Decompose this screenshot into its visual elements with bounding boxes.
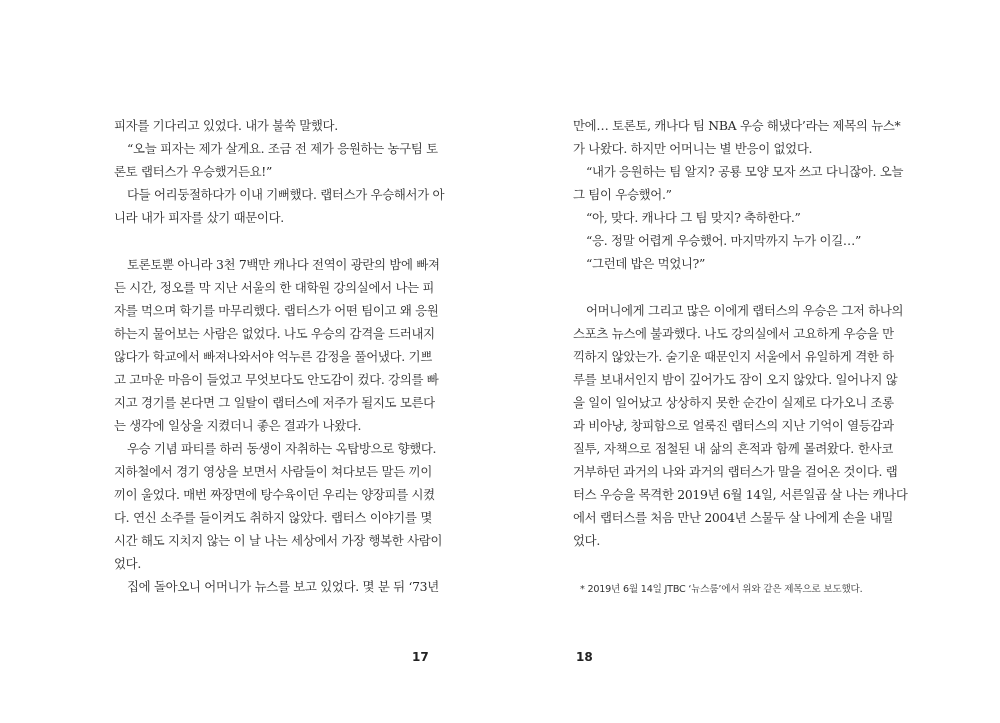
text-line: 하는지 물어보는 사람은 없었다. 나도 우승의 감격을 드러내지 xyxy=(114,326,435,341)
text-line: 고 고마운 마음이 들었고 무엇보다도 안도감이 컸다. 강의를 빠 xyxy=(114,372,439,387)
text-line: 않다가 학교에서 빠져나와서야 억누른 감정을 풀어냈다. 기쁘 xyxy=(114,349,432,364)
paragraph-gap xyxy=(573,275,893,299)
footnote: * 2019년 6월 14일 JTBC ‘뉴스룸’에서 위와 같은 제목으로 보도했다. xyxy=(580,584,863,595)
text-line: “오늘 피자는 제가 살게요. 조금 전 제가 응원하는 농구팀 토 xyxy=(127,141,438,156)
text-line: 끼이 울었다. 매번 짜장면에 탕수육이던 우리는 양장피를 시켰 xyxy=(114,487,435,502)
text-line: 우승 기념 파티를 하러 동생이 자취하는 옥탑방으로 향했다. xyxy=(127,441,437,456)
text-line: 만에… 토론토, 캐나다 팀 NBA 우승 해냈다’라는 제목의 뉴스* xyxy=(573,118,901,133)
text-line: “아, 맞다. 캐나다 그 팀 맞지? 축하한다.” xyxy=(586,210,801,225)
text-line: 터스 우승을 목격한 2019년 6월 14일, 서른일곱 살 나는 캐나다 xyxy=(573,487,908,502)
text-line: “응. 정말 어렵게 우승했어. 마지막까지 누가 이길…” xyxy=(586,233,861,248)
left-page xyxy=(114,114,445,598)
text-line: 에서 랩터스를 처음 만난 2004년 스물두 살 나에게 손을 내밀 xyxy=(573,510,893,525)
text-line: 질투, 자책으로 점철된 내 삶의 흔적과 함께 몰려왔다. 한사코 xyxy=(573,441,893,456)
text-line: 지하철에서 경기 영상을 보면서 사람들이 쳐다보든 말든 끼이 xyxy=(114,464,432,479)
right-page xyxy=(573,114,908,552)
text-line: 과 비아냥, 창피함으로 얼룩진 랩터스의 지난 기억이 열등감과 xyxy=(573,418,894,433)
text-line: 니라 내가 피자를 샀기 때문이다. xyxy=(114,210,284,225)
text-line: 거부하던 과거의 나와 과거의 랩터스가 말을 걸어온 것이다. 랩 xyxy=(573,464,898,479)
text-line: “내가 응원하는 팀 알지? 공룡 모양 모자 쓰고 다니잖아. 오늘 xyxy=(586,164,904,179)
text-line: 토론토뿐 아니라 3천 7백만 캐나다 전역이 광란의 밤에 빠져 xyxy=(127,257,440,272)
text-line: 는 생각에 일상을 지켰더니 좋은 결과가 나왔다. xyxy=(114,418,362,433)
text-line: 론토 랩터스가 우승했거든요!” xyxy=(114,164,273,179)
text-line: 스포츠 뉴스에 불과했다. 나도 강의실에서 고요하게 우승을 만 xyxy=(573,326,894,341)
text-line: 을 일이 일어났고 상상하지 못한 순간이 실제로 다가오니 조롱 xyxy=(573,395,894,410)
text-line: “그런데 밥은 먹었니?” xyxy=(586,256,706,271)
paragraph-gap xyxy=(114,229,432,253)
text-line: 피자를 기다리고 있었다. 내가 불쑥 말했다. xyxy=(114,118,338,133)
text-line: 었다. xyxy=(573,533,600,548)
page-number-left: 17 xyxy=(412,650,429,664)
text-line: 그 팀이 우승했어.” xyxy=(573,187,672,202)
text-line: 자를 먹으며 학기를 마무리했다. 랩터스가 어떤 팀이고 왜 응원 xyxy=(114,303,439,318)
text-line: 다들 어리둥절하다가 이내 기뻐했다. 랩터스가 우승해서가 아 xyxy=(127,187,445,202)
text-line: 가 나왔다. 하지만 어머니는 별 반응이 없었다. xyxy=(573,141,813,156)
text-line: 든 시간, 정오를 막 지난 서울의 한 대학원 강의실에서 나는 피 xyxy=(114,280,435,295)
text-line: 어머니에게 그리고 많은 이에게 랩터스의 우승은 그저 하나의 xyxy=(586,303,904,318)
text-line: 끽하지 않았는가. 술기운 때문인지 서울에서 유일하게 격한 하 xyxy=(573,349,894,364)
text-line: 집에 돌아오니 어머니가 뉴스를 보고 있었다. 몇 분 뒤 ‘73년 xyxy=(127,579,439,594)
text-line: 루를 보내서인지 밤이 깊어가도 잠이 오지 않았다. 일어나지 않 xyxy=(573,372,898,387)
text-line: 시간 해도 지치지 않는 이 날 나는 세상에서 가장 행복한 사람이 xyxy=(114,533,443,548)
text-line: 지고 경기를 본다면 그 일탈이 랩터스에 저주가 될지도 모른다 xyxy=(114,395,435,410)
text-line: 다. 연신 소주를 들이켜도 취하지 않았다. 랩터스 이야기를 몇 xyxy=(114,510,432,525)
text-line: 었다. xyxy=(114,556,141,571)
page-number-right: 18 xyxy=(576,650,593,664)
